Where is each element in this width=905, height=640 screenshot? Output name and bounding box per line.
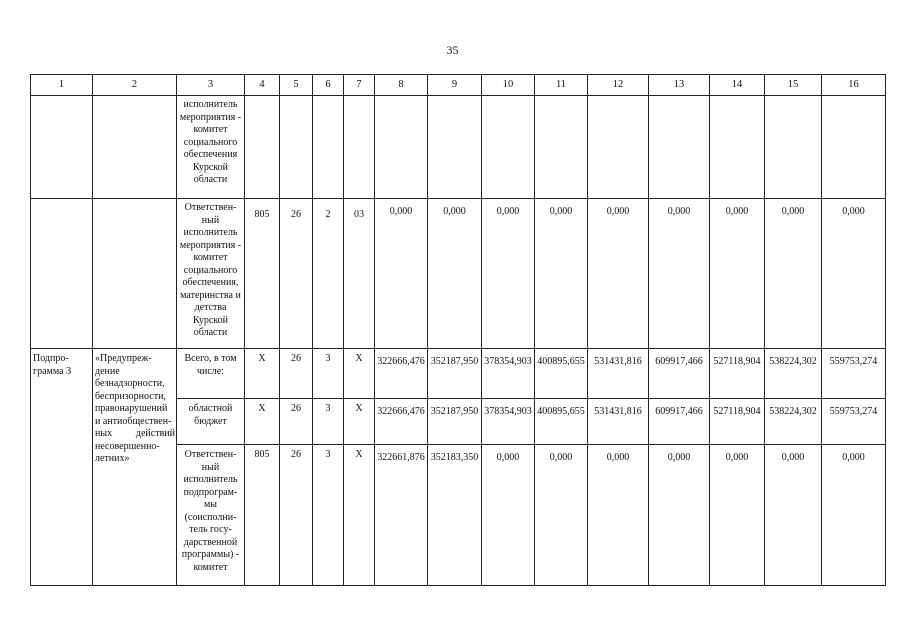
value-cell: 400895,655 <box>535 399 588 445</box>
value-cell: 0,000 <box>710 199 765 349</box>
code-cell: 3 <box>313 399 344 445</box>
column-header: 6 <box>313 75 344 96</box>
table-row <box>31 349 886 399</box>
value-cell: 609917,466 <box>649 349 710 399</box>
table-cell <box>280 96 313 199</box>
table-cell <box>375 96 428 199</box>
budget-table <box>30 74 886 586</box>
code-cell: 3 <box>313 349 344 399</box>
code-cell: 26 <box>280 399 313 445</box>
code-cell: 26 <box>280 349 313 399</box>
table-cell <box>31 199 93 349</box>
code-cell: 26 <box>280 445 313 586</box>
code-cell: Х <box>344 399 375 445</box>
table-cell <box>588 96 649 199</box>
table-row <box>31 96 886 199</box>
value-cell: 378354,903 <box>482 399 535 445</box>
subprogram-name-tail: несовершенно-летних» <box>95 440 160 464</box>
value-cell: 0,000 <box>428 199 482 349</box>
column-header: 7 <box>344 75 375 96</box>
value-cell: 0,000 <box>535 199 588 349</box>
table-cell <box>535 96 588 199</box>
code-cell: 3 <box>313 445 344 586</box>
column-header: 8 <box>375 75 428 96</box>
value-cell: 0,000 <box>375 199 428 349</box>
code-cell: 805 <box>245 199 280 349</box>
value-cell: 400895,655 <box>535 349 588 399</box>
value-cell: 538224,302 <box>765 349 822 399</box>
code-cell: 03 <box>344 199 375 349</box>
table-cell <box>93 96 177 199</box>
value-cell: 352183,350 <box>428 445 482 586</box>
code-cell: Х <box>344 349 375 399</box>
value-cell: 0,000 <box>822 199 886 349</box>
value-cell: 322666,476 <box>375 349 428 399</box>
column-header: 16 <box>822 75 886 96</box>
code-cell: 26 <box>280 199 313 349</box>
value-cell: 0,000 <box>482 199 535 349</box>
table-cell <box>344 96 375 199</box>
value-cell: 527118,904 <box>710 399 765 445</box>
value-cell: 0,000 <box>588 445 649 586</box>
value-cell: 0,000 <box>588 199 649 349</box>
table-cell <box>313 96 344 199</box>
page-number: 35 <box>446 43 459 57</box>
subprogram-name-main: «Предупреж-дение безнадзорности, беспризорности, правонарушений и антиобществен- <box>95 353 172 427</box>
table-cell <box>93 199 177 349</box>
column-header: 12 <box>588 75 649 96</box>
total-label-cell: Всего, в том числе: <box>177 349 245 399</box>
column-header: 13 <box>649 75 710 96</box>
value-cell: 0,000 <box>482 445 535 586</box>
code-cell: Х <box>245 349 280 399</box>
value-cell: 378354,903 <box>482 349 535 399</box>
value-cell: 559753,274 <box>822 349 886 399</box>
code-cell: 2 <box>313 199 344 349</box>
table-cell <box>649 96 710 199</box>
value-cell: 322661,876 <box>375 445 428 586</box>
budget-label-cell: областной бюджет <box>177 399 245 445</box>
column-header: 5 <box>280 75 313 96</box>
value-cell: 0,000 <box>765 445 822 586</box>
column-header: 9 <box>428 75 482 96</box>
subprogram-name-line: ных действий <box>95 428 175 439</box>
table-cell <box>765 96 822 199</box>
value-cell: 0,000 <box>710 445 765 586</box>
value-cell: 527118,904 <box>710 349 765 399</box>
table-row <box>31 199 886 349</box>
table-header-row <box>31 75 886 96</box>
value-cell: 0,000 <box>649 445 710 586</box>
value-cell: 609917,466 <box>649 399 710 445</box>
table-cell <box>822 96 886 199</box>
column-header: 4 <box>245 75 280 96</box>
value-cell: 352187,950 <box>428 349 482 399</box>
table-cell <box>245 96 280 199</box>
subprogram-name <box>93 349 177 586</box>
column-header: 1 <box>31 75 93 96</box>
column-header: 2 <box>93 75 177 96</box>
code-cell: 805 <box>245 445 280 586</box>
table-cell <box>710 96 765 199</box>
column-header: 14 <box>710 75 765 96</box>
executor-cell: исполнитель мероприятия - комитет социального обеспечения Курской области <box>177 96 245 199</box>
value-cell: 352187,950 <box>428 399 482 445</box>
column-header: 15 <box>765 75 822 96</box>
value-cell: 531431,816 <box>588 349 649 399</box>
table-cell <box>482 96 535 199</box>
code-cell: Х <box>245 399 280 445</box>
column-header: 3 <box>177 75 245 96</box>
column-header: 11 <box>535 75 588 96</box>
executor-cell: Ответствен-ный исполнитель подпрограм-мы (соисполни-тель госу-дарственной программы) - комитет <box>177 445 245 586</box>
table-cell <box>428 96 482 199</box>
value-cell: 0,000 <box>649 199 710 349</box>
value-cell: 0,000 <box>822 445 886 586</box>
value-cell: 0,000 <box>765 199 822 349</box>
column-header: 10 <box>482 75 535 96</box>
value-cell: 538224,302 <box>765 399 822 445</box>
value-cell: 531431,816 <box>588 399 649 445</box>
value-cell: 322666,476 <box>375 399 428 445</box>
subprogram-label: Подпро-грамма 3 <box>31 349 93 586</box>
executor-cell: Ответствен-ный исполнитель мероприятия - комитет социального обеспечения, материнства и детства Курской области <box>177 199 245 349</box>
code-cell: Х <box>344 445 375 586</box>
value-cell: 559753,274 <box>822 399 886 445</box>
value-cell: 0,000 <box>535 445 588 586</box>
table-cell <box>31 96 93 199</box>
